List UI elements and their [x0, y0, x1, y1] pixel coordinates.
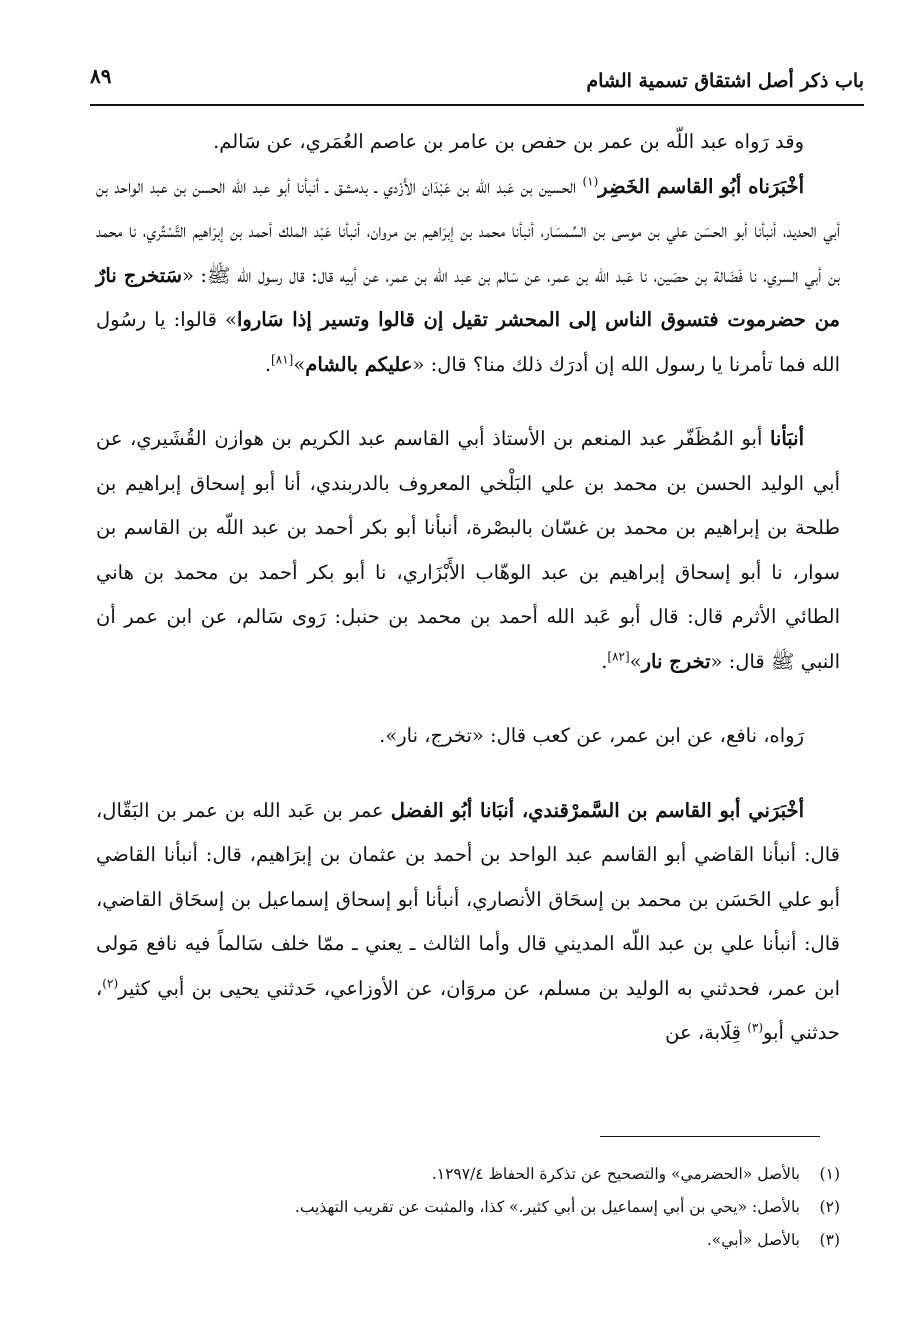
running-title: باب ذكر أصل اشتقاق تسمية الشام — [586, 70, 864, 92]
isnad-text: عمر بن عَبد الله بن عمر بن البَقّال، قال: أنبأنا القاضي أبو القاسم عبد الواحد بن أحمد بن عثمان بن إبرَاهيم، قال: أنبأنا القاضي أبو علي الحَسَن بن محمد بن إسحَاق الأنصاري، أنبأنا أبو إسحاق إسماعيل بن إسحَاق القاضي، قال: أنبأنا علي بن عبد اللّه المديني قال وأما الثالث ـ يعني ـ ممّا خلف سَالماً فيه نافع مَولى ابن عمر، فحدثني به الوليد بن مسلم، عن مروَان، عن الأوزاعي، حَدثني يحيى بن أبي كثير — [96, 798, 840, 1000]
chain-lead: أنبَأنا — [769, 427, 804, 450]
sentence-end: . — [264, 352, 272, 376]
paragraph-4: رَواه، نافع، عن ابن عمر، عن كعب قال: «تخرج، نار». — [379, 724, 804, 747]
footnote-ref: (٣) — [747, 1020, 764, 1035]
footnote-text: بالأصل: «يحي بن أبي إسماعيل بن أبي كثير.» كذا، والمثبت عن تقريب التهذيب. — [294, 1198, 800, 1216]
chain-lead: أخْبَرَني أبو القاسم بن السَّمرْقندي، أنبَانا أبُو الفضل — [390, 798, 804, 822]
footnotes — [96, 1158, 840, 1257]
paragraph-3 — [96, 417, 840, 684]
footnote-number: (٢) — [819, 1198, 840, 1216]
isnad-text: » قالوا: يا رسُول الله فما تأمرنا يا رسول الله إن أدرَك ذلك منا؟ قال: « — [96, 308, 840, 376]
footnote-number: (٣) — [819, 1231, 840, 1249]
chain-lead: أخْبَرَناه — [748, 174, 804, 198]
isnad-text: أبو المُظَفّر عبد المنعم بن الأستاذ أبي القاسم عبد الكريم بن هوازن القُشَيري، عن أبي الوليد الحسن بن محمد بن علي البَلْخي المعروف بالدربندي، أنا أبو إسحاق إبراهيم بن طلحة بن إبراهيم بن محمد بن غسّان بالبصْرة، أنبأنا أبو بكر أحمد بن عبد اللّه بن القاسم بن سوار، نا أبو إسحاق إبراهيم بن عبد الوهّاب الأَبْزَاري، نا أبو بكر أحمد بن محمد بن هاني الطائي الأثرم قال: قال أبو عَبد الله أحمد بن محمد بن حنبل: رَوى سَالم، عن ابن عمر أن النبي ﷺ قال: « — [96, 427, 840, 673]
page-number: ٨٩ — [90, 64, 112, 88]
hadith-answer: عليكم بالشام — [305, 352, 413, 376]
isnad-text: ، حدثني أبو — [96, 976, 840, 1044]
footnote-separator — [600, 1136, 820, 1137]
page-header — [90, 62, 864, 106]
quote-close: » — [293, 352, 306, 376]
footnote-text: بالأصل «الحضرمي» والتصحيح عن تذكرة الحفاظ ١٢٩٧/٤. — [431, 1165, 800, 1183]
footnote — [96, 1158, 840, 1191]
footnote-ref: (٢) — [102, 976, 119, 990]
paragraph-1: وقد رَواه عبد اللّه بن عمر بن حفص بن عامر بن عاصم العُمَري، عن سَالم. — [213, 130, 804, 153]
footnote — [96, 1191, 840, 1224]
isnad-text: قِلَابة، عن — [665, 1021, 748, 1044]
hadith-number: [٨١] — [271, 352, 294, 366]
isnad-text: الحسين بن عَبد الله بن عَبْدَان الأَزْدي ـ بدمشق ـ أنبأنا أبو عبد اللّه الحسن بن عبد الواحد بن أبي الحديد، أنبأنا أبو الحسَن علي بن موسى بن السِّمسَار، أنبأنا محمد بن إبرَاهيم بن مروان، أنبأنا عَبْد الملك أحمد بن إبرَاهيم التَّسْتُري، نا محمد بن أبي السري، نا فَضَالة بن حصَين، نا عَبد الله بن عمر، عن سَالم بن عبد اللّه بن عمر، عن أبيه قال: قال رسول الله ﷺ: « — [96, 174, 840, 287]
main-text — [96, 120, 840, 1056]
footnote-number: (١) — [819, 1165, 840, 1183]
paragraph-2 — [96, 165, 840, 388]
paragraph-5 — [96, 789, 840, 1056]
sentence-end: . — [601, 649, 608, 673]
hadith-text: سَتخرج نارٌ من حضرموت فتسوق الناس إلى المحشر تقيل إن قالوا وتسير إذا سَاروا — [96, 263, 840, 331]
footnote-text: بالأصل «أبي». — [706, 1231, 800, 1249]
narrator-name: أبُو القاسم الخَضِر — [598, 174, 749, 198]
hadith-text: تخرج نار — [641, 649, 711, 673]
footnote — [96, 1224, 840, 1257]
hadith-number: [٨٢] — [607, 649, 630, 663]
quote-close: » — [629, 649, 642, 673]
footnote-ref: (١) — [582, 174, 599, 188]
